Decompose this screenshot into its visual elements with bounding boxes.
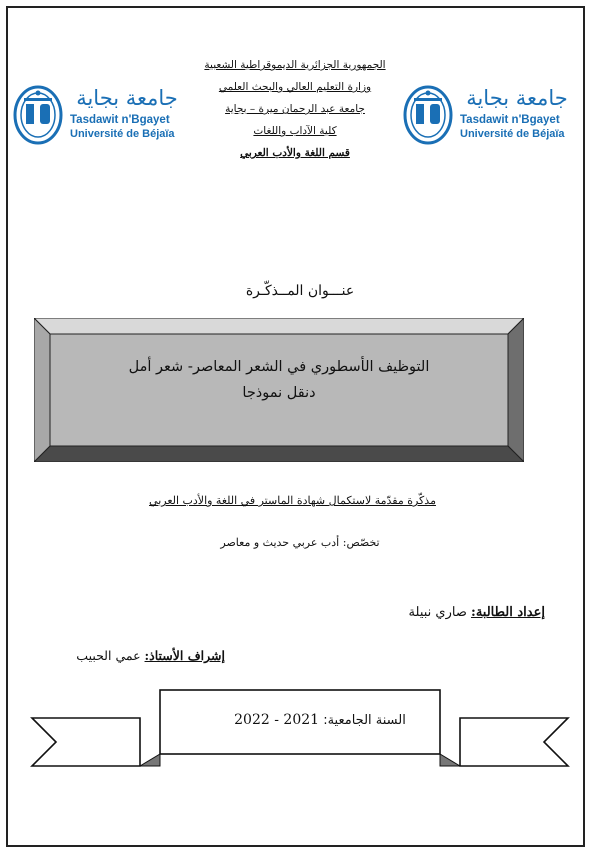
thesis-title-line2: دنقل نموذجا <box>242 385 316 401</box>
thesis-title-label: عنـــوان المــذكّـرة <box>245 283 355 299</box>
logo-arabic-name: جامعة بجاية <box>76 86 178 110</box>
logo-latin-line2: Université de Béjaïa <box>70 128 175 140</box>
student-label: إعداد الطالبة: <box>471 605 545 620</box>
academic-year-label: السنة الجامعية: <box>323 713 406 728</box>
student-line <box>330 605 545 620</box>
student-name: صاري نبيلة <box>408 605 467 620</box>
logo-latin-line1: Tasdawit n'Bgayet <box>70 114 170 126</box>
academic-year <box>200 712 440 728</box>
republic-line: الجمهورية الجزائرية الديموقراطية الشعبية <box>204 59 386 71</box>
logo-arabic-name: جامعة بجاية <box>466 86 568 110</box>
academic-year-value: 2021 - 2022 <box>234 712 320 728</box>
department-line: قسم اللغة والأدب العربي <box>240 147 350 159</box>
thesis-title-line1: التوظيف الأسطوري في الشعر المعاصر- شعر أمل <box>128 359 430 375</box>
supervisor-label: إشراف الأستاذ: <box>144 648 225 663</box>
supervisor-name: عمي الحبيب <box>76 648 141 663</box>
university-emblem-icon <box>12 84 68 146</box>
supervisor-line <box>40 648 225 663</box>
logo-latin-line1: Tasdawit n'Bgayet <box>460 114 560 126</box>
degree-statement: مذكّرة مقدّمة لاستكمال شهادة الماستر في اللغة والأدب العربي <box>149 494 436 507</box>
faculty-line: كلية الآداب واللغات <box>253 125 337 137</box>
institution-header <box>150 54 440 164</box>
logo-latin-line2: Université de Béjaïa <box>460 128 565 140</box>
thesis-title <box>94 354 464 406</box>
academic-year-ribbon <box>30 688 570 770</box>
ministry-line: وزارة التعليم العالي والبحث العلمي <box>218 81 372 93</box>
university-line: جامعة عبد الرحمان ميرة – بجاية <box>225 103 365 115</box>
title-box <box>34 318 524 462</box>
specialty: تخصّص: أدب عربي حديث و معاصر <box>220 536 380 549</box>
